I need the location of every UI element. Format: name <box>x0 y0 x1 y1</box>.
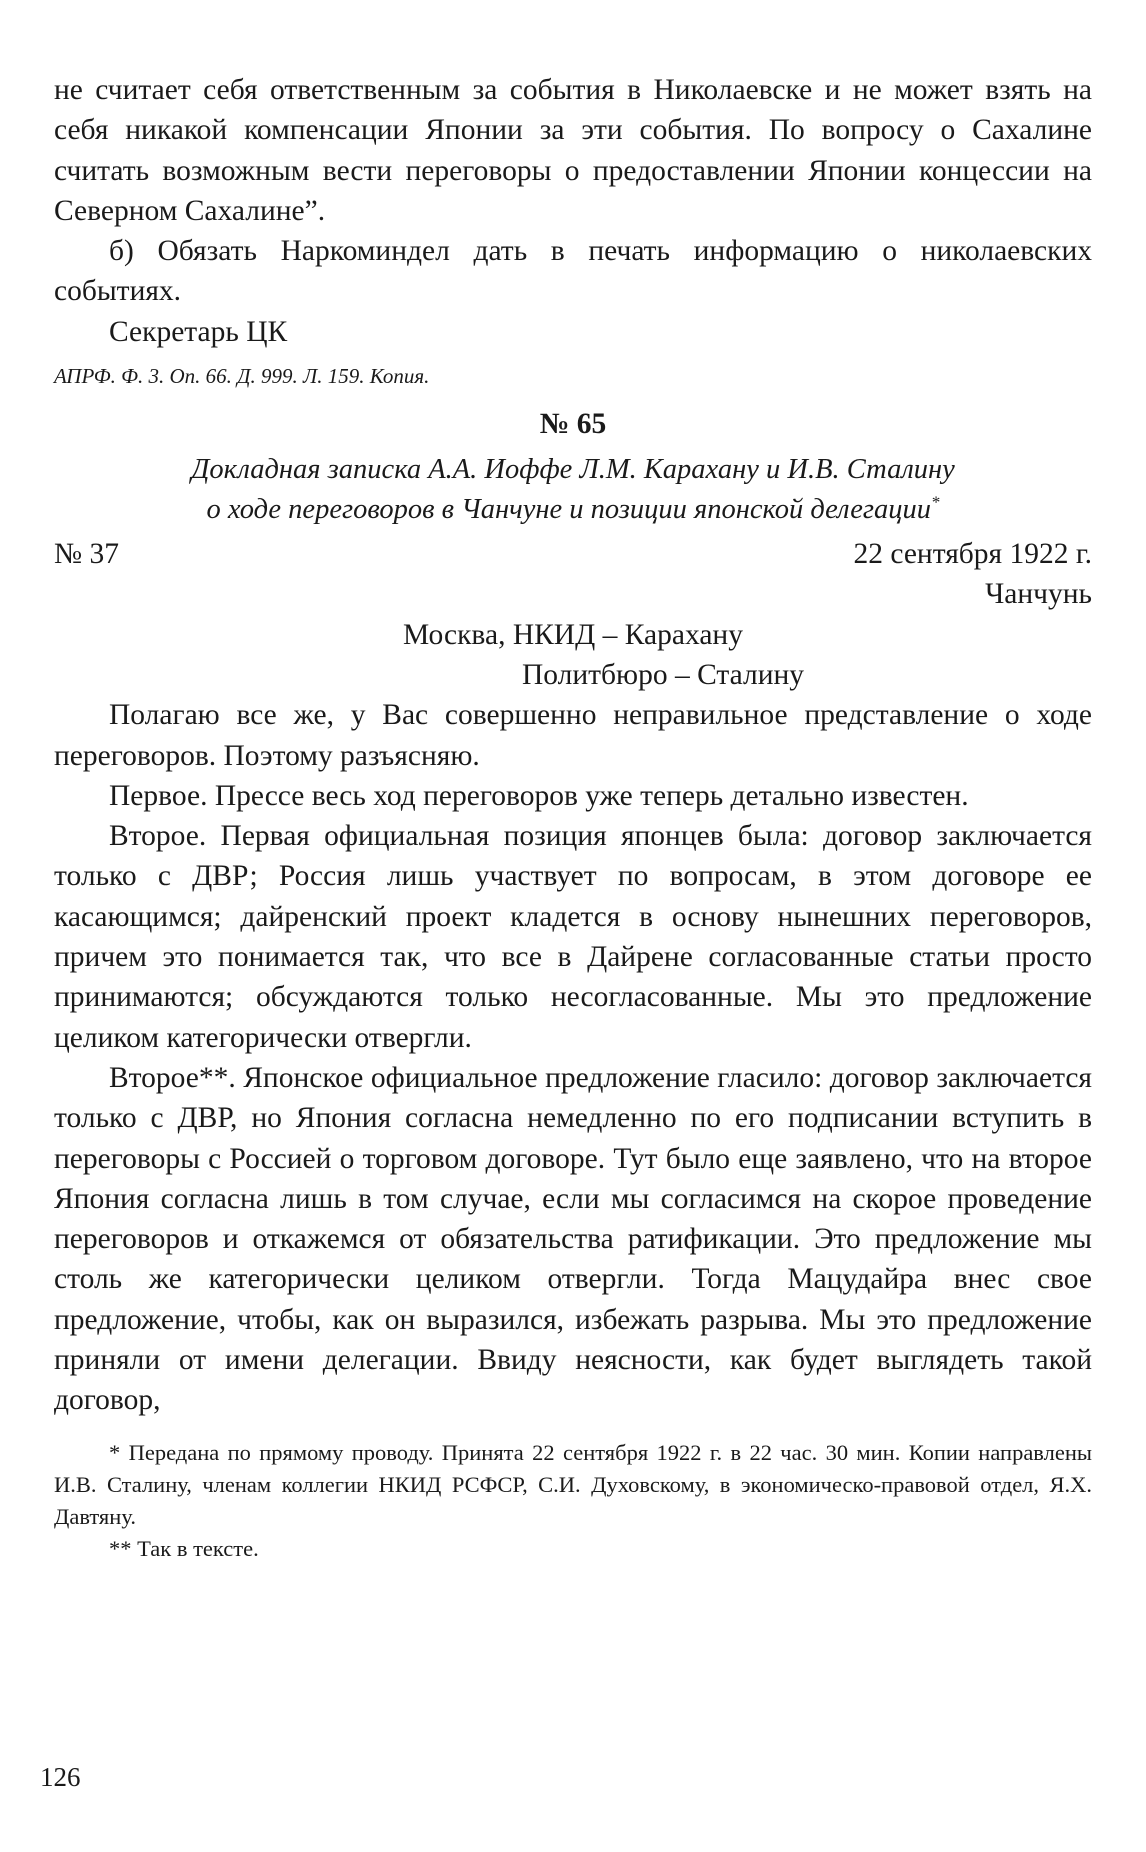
body-paragraph: Второе**. Японское официальное предложение гласило: договор заключается только с ДВР, но Япония согласна немедленно по его подписании вступить в переговоры с Россией о торговом договоре. Тут было еще заявлено, что на второе Япония согласна лишь в том случае, если мы согласимся на скорое проведение переговоров и откажемся от обязательства ратификации. Это предложение мы столь же категорически целиком отвергли. Тогда Мацудайра внес свое предложение, чтобы, как он выразился, избежать разрыва. Мы это предложение приняли от имени делегации. Ввиду неясности, как будет выглядеть такой договор, <box>54 1061 1092 1417</box>
archive-reference: АПРФ. Ф. 3. Оп. 66. Д. 999. Л. 159. Копия. <box>54 364 430 389</box>
footnotes <box>54 1437 1092 1565</box>
body-paragraph: Второе. Первая официальная позиция японцев была: договор заключается только с ДВР; Россия лишь участвует по вопросам, в этом договоре ее касающимся; дайренский проект кладется в основу нынешних переговоров, причем это понимается так, что все в Дайрене согласованные статьи просто принимаются; обсуждаются только несогласованные. Мы это предложение целиком категорически отвергли. <box>54 820 1092 1054</box>
document-meta-row <box>54 534 1092 574</box>
document-number: № 65 <box>539 408 607 441</box>
addressee-1: Москва, НКИД – Карахану <box>403 618 743 651</box>
signature: Секретарь ЦК <box>109 315 288 348</box>
body-paragraph: Первое. Прессе весь ход переговоров уже теперь детально известен. <box>109 779 969 812</box>
document-page <box>54 70 1092 1565</box>
continued-paragraph: не считает себя ответственным за события в Николаевске и не может взять на себя никакой компенсации Японии за эти события. По вопросу о Сахалине считать возможным вести переговоры о предоставлении Японии концессии на Северном Сахалине”. <box>54 74 1092 227</box>
document-date: 22 сентября 1922 г. <box>853 538 1092 571</box>
document-title-line-2 <box>54 490 1092 530</box>
footnote: * Передана по прямому проводу. Принята 22 сентября 1922 г. в 22 час. 30 мин. Копии направлены И.В. Сталину, членам коллегии НКИД РСФСР, С.И. Духовскому, в экономическо-правовой отдел, Я.Х. Давтяну. <box>54 1439 1092 1529</box>
body-paragraph: Полагаю все же, у Вас совершенно неправильное представление о ходе переговоров. Поэтому разъясняю. <box>54 699 1092 772</box>
footnote: ** Так в тексте. <box>109 1535 259 1561</box>
document-title-line-1: Докладная записка А.А. Иоффе Л.М. Карахану и И.В. Сталину <box>191 454 955 486</box>
document-place: Чанчунь <box>985 578 1092 611</box>
addressee-2: Политбюро – Сталину <box>521 658 805 691</box>
footnote-mark: * <box>931 492 940 512</box>
page-number: 126 <box>40 1762 81 1792</box>
reference-number: № 37 <box>54 538 120 571</box>
resolution-point-b: б) Обязать Наркоминдел дать в печать информацию о николаевских событиях. <box>54 235 1092 308</box>
document-title-text: о ходе переговоров в Чанчуне и позиции японской делегации <box>206 494 932 526</box>
